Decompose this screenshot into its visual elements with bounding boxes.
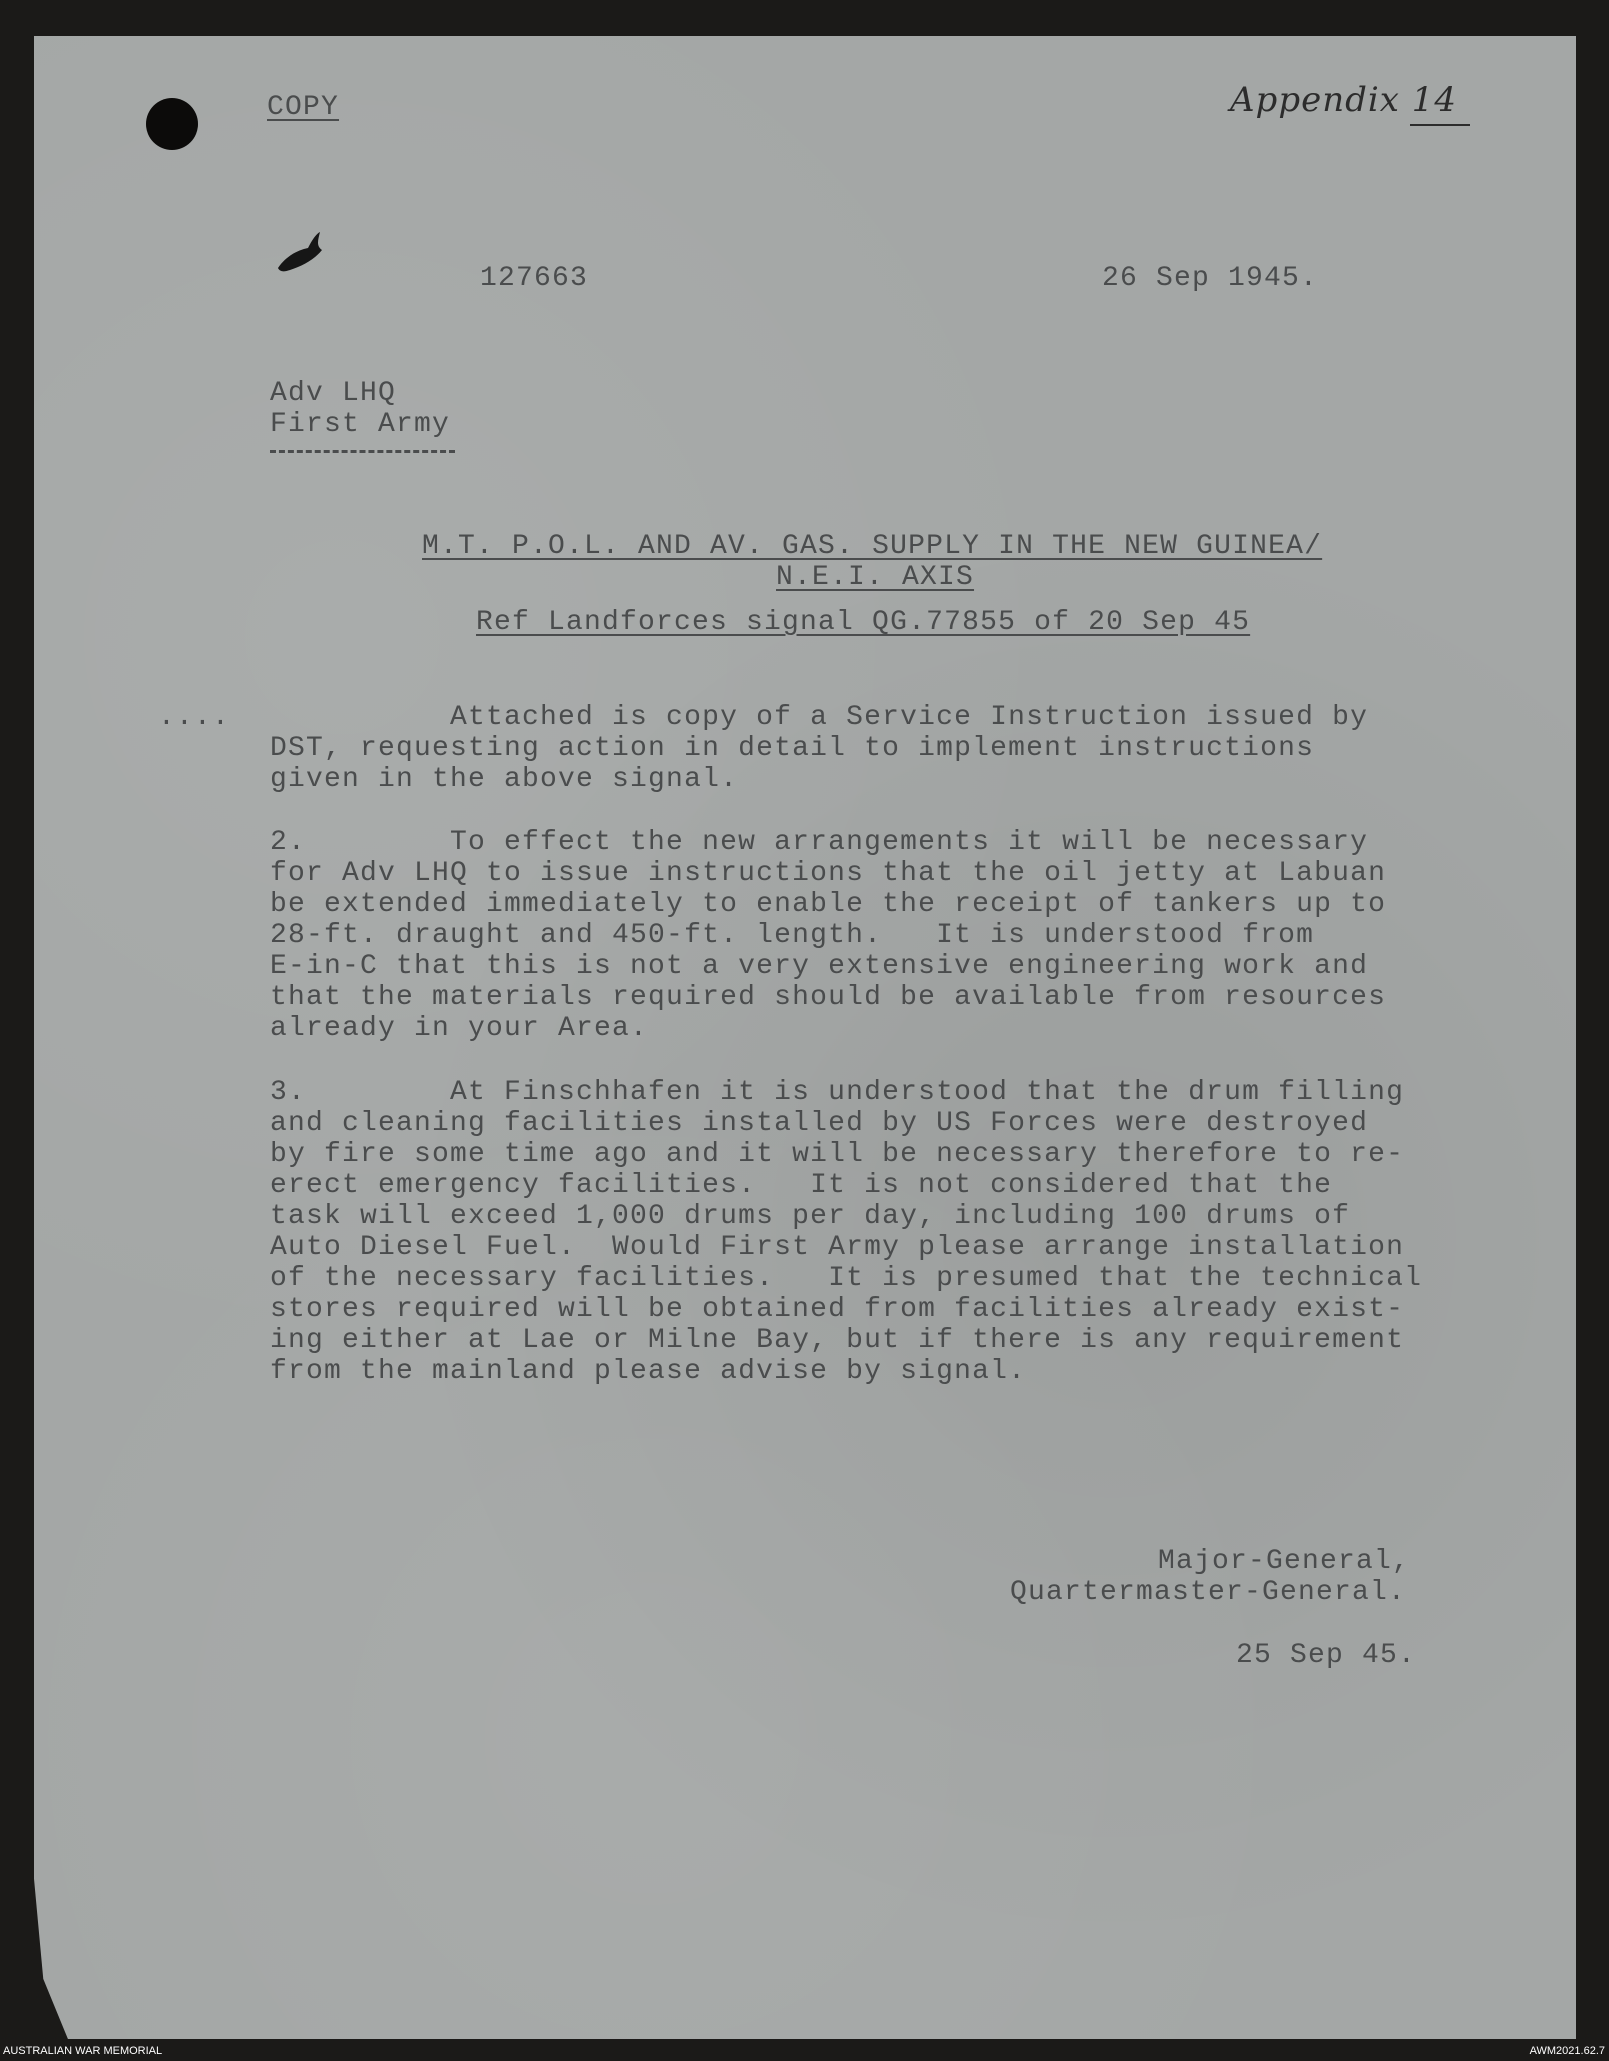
title-line-1: M.T. P.O.L. AND AV. GAS. SUPPLY IN THE NEW GUINEA/ — [422, 531, 1323, 562]
reference-number: 127663 — [480, 263, 589, 294]
document-date: 26 Sep 1945. — [1102, 263, 1319, 294]
footer-accession-number: AWM2021.62.7 — [1529, 2045, 1605, 2057]
paragraph-2-line-5: E-in-C that this is not a very extensive engineering work and — [270, 951, 1369, 982]
copy-label: COPY — [267, 92, 340, 123]
paragraph-2-line-2: for Adv LHQ to issue instructions that the oil jetty at Labuan — [270, 858, 1387, 889]
paragraph-1-line-2: DST, requesting action in detail to implement instructions — [270, 733, 1315, 764]
paragraph-3-line-7: of the necessary facilities. It is presumed that the technical — [270, 1263, 1423, 1294]
paragraph-3-line-8: stores required will be obtained from facilities already exist- — [270, 1294, 1405, 1325]
handwritten-annotation: Appendix 14 — [1230, 80, 1457, 120]
addressee-line-2: First Army — [270, 409, 451, 440]
title-line-2: N.E.I. AXIS — [776, 562, 975, 593]
reference-line: Ref Landforces signal QG.77855 of 20 Sep 45 — [476, 607, 1251, 638]
margin-dots: .... — [158, 702, 231, 733]
addressee-rule — [270, 450, 455, 453]
paragraph-1-line-3: given in the above signal. — [270, 764, 739, 795]
paragraph-1-line-1: Attached is copy of a Service Instruction issued by — [270, 702, 1369, 733]
paper-sheet — [34, 36, 1576, 2039]
addressee-line-1: Adv LHQ — [270, 378, 397, 409]
paragraph-3-line-2: and cleaning facilities installed by US Forces were destroyed — [270, 1108, 1369, 1139]
paragraph-3-line-9: ing either at Lae or Milne Bay, but if there is any requirement — [270, 1325, 1405, 1356]
punch-hole — [146, 98, 198, 150]
paragraph-3-line-4: erect emergency facilities. It is not considered that the — [270, 1170, 1333, 1201]
paragraph-3-line-10: from the mainland please advise by signal. — [270, 1356, 1027, 1387]
paragraph-3-line-6: Auto Diesel Fuel. Would First Army please arrange installation — [270, 1232, 1405, 1263]
paragraph-2-line-4: 28-ft. draught and 450-ft. length. It is understood from — [270, 920, 1315, 951]
paragraph-3-line-1: 3. At Finschhafen it is understood that the drum filling — [270, 1077, 1405, 1108]
paragraph-2-line-1: 2. To effect the new arrangements it will be necessary — [270, 827, 1369, 858]
annotation-underline — [1410, 124, 1470, 126]
signature-title: Quartermaster-General. — [1010, 1577, 1407, 1608]
paragraph-2-line-7: already in your Area. — [270, 1013, 649, 1044]
footer-institution: AUSTRALIAN WAR MEMORIAL — [3, 2045, 163, 2057]
paragraph-2-line-3: be extended immediately to enable the receipt of tankers up to — [270, 889, 1387, 920]
ink-blot-mark — [272, 230, 332, 276]
signature-date: 25 Sep 45. — [1236, 1640, 1417, 1671]
paragraph-3-line-3: by fire some time ago and it will be necessary therefore to re- — [270, 1139, 1405, 1170]
paragraph-3-line-5: task will exceed 1,000 drums per day, including 100 drums of — [270, 1201, 1351, 1232]
paragraph-2-line-6: that the materials required should be available from resources — [270, 982, 1387, 1013]
signature-rank: Major-General, — [1158, 1546, 1411, 1577]
